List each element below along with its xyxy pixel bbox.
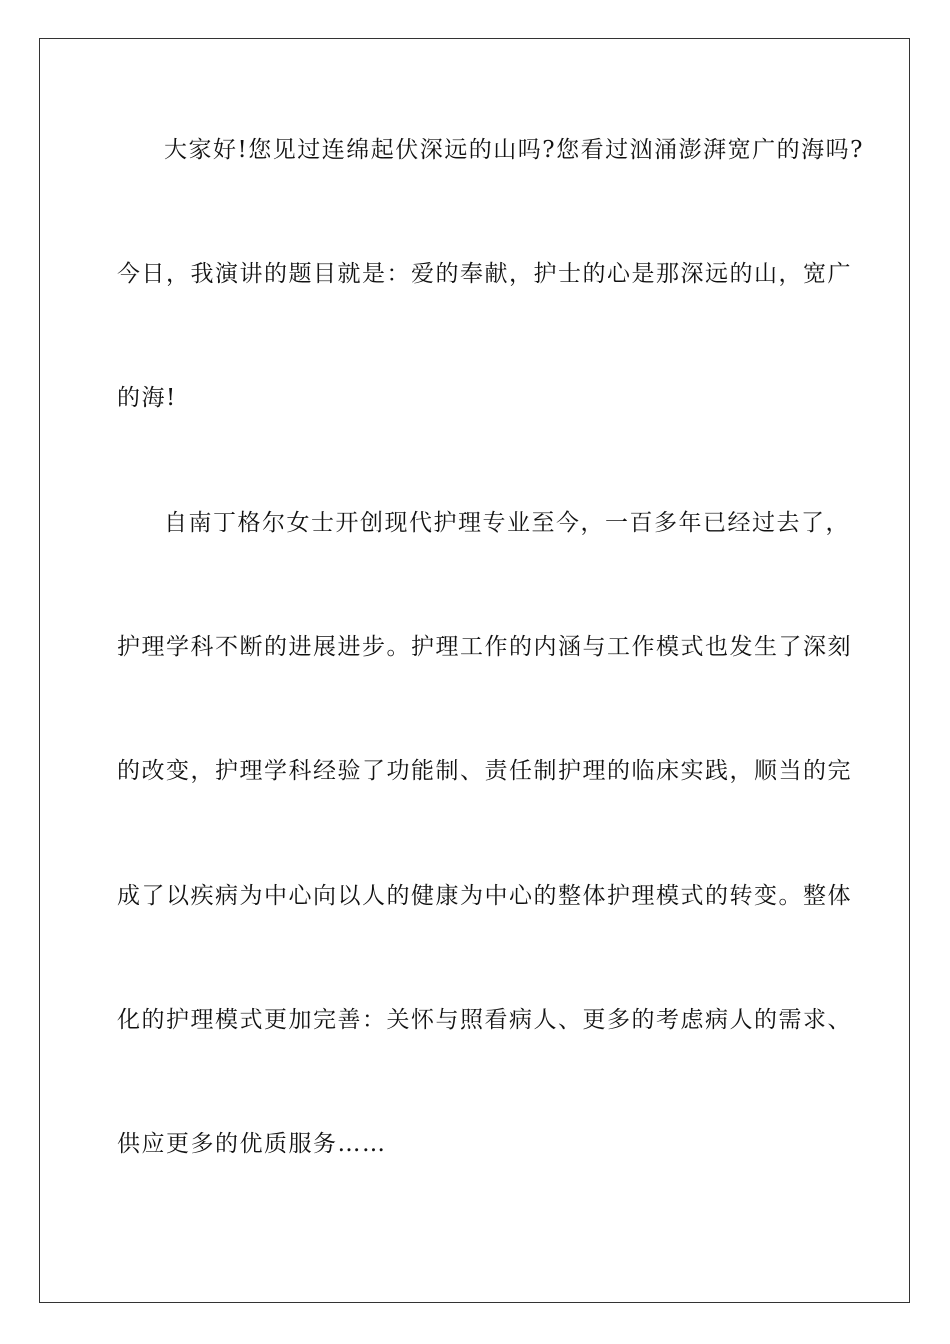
paragraph-2-line-5: 化的护理模式更加完善：关怀与照看病人、更多的考虑病人的需求、 [117, 1007, 852, 1033]
paragraph-1-line-3: 的海! [117, 385, 177, 411]
paragraph-2-line-3: 的改变，护理学科经验了功能制、责任制护理的临床实践，顺当的完 [117, 758, 852, 784]
paragraph-2-line-6: 供应更多的优质服务…… [117, 1131, 387, 1157]
paragraph-2-line-2: 护理学科不断的进展进步。护理工作的内涵与工作模式也发生了深刻 [117, 634, 852, 660]
paragraph-2-line-1: 自南丁格尔女士开创现代护理专业至今，一百多年已经过去了， [164, 510, 850, 536]
page-border [39, 38, 910, 1303]
paragraph-1-line-2: 今日，我演讲的题目就是：爱的奉献，护士的心是那深远的山，宽广 [117, 261, 852, 287]
paragraph-2-line-4: 成了以疾病为中心向以人的健康为中心的整体护理模式的转变。整体 [117, 883, 852, 909]
paragraph-1-line-1: 大家好!您见过连绵起伏深远的山吗?您看过汹涌澎湃宽广的海吗? [164, 137, 864, 163]
